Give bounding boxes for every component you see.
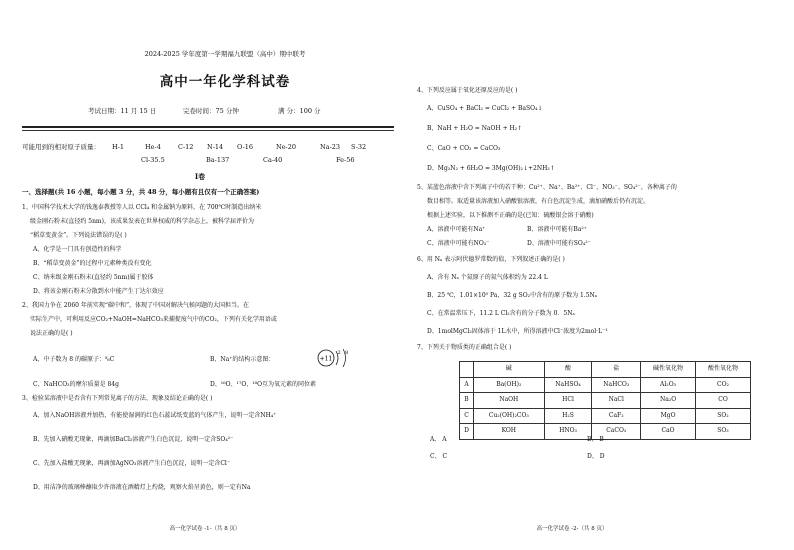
table-cell: NaHCO₃ [592,377,641,393]
q6-option-c: C、在常温常压下，11.2 L Cl₂含有的分子数为 0．5Nₐ [427,310,575,317]
q5-line3: 根据上述实验，以下推测不正确的是(已知：硫酸银会溶于硝酸) [427,212,594,219]
q2-option-d: D、¹⁶O、¹⁷O、¹⁸O互为氧元素的同位素 [210,381,316,388]
table-cell: B [460,393,474,409]
table-cell: Al₂O₃ [641,377,696,393]
table-cell: CO₂ [696,377,751,393]
atomic-mass-item: C-12 [178,143,194,151]
q4-option-a: A、CuSO₄ + BaCl₂ = CuCl₂ + BaSO₄↓ [427,105,543,112]
q4-option-d: D、Mg₃N₂ + 6H₂O = 3Mg(OH)₂↓+2NH₃↑ [427,165,555,172]
q2-option-c: C、NaHCO₃的摩尔质量是 84g [33,381,119,388]
table-cell: HNO₃ [544,424,592,440]
q5-option-d: D、溶液中可能有SO₄²⁻ [527,240,591,247]
table-cell: SO₂ [696,408,751,424]
q5-line2: 数目相等。取适量该溶液加入硝酸银溶液，有白色沉淀生成，滴加硝酸后仍有沉淀。 [427,198,650,205]
table-header-cell: 碱性氧化物 [641,362,696,378]
atomic-mass-item: Ba-137 [206,156,230,164]
exam-date: 考试日期：11 月 15 日 [88,107,157,115]
exam-title: 高中一年化学科试卷 [159,74,291,90]
page-footer-right: 高一化学试卷 -2-（共 8 页） [536,526,608,532]
table-cell: NaCl [592,393,641,409]
q7-answer-c: C、 C [430,453,448,460]
table-cell: CO [696,393,751,409]
atomic-mass-item: Ca-40 [263,156,283,164]
q7-answer-d: D、 D [587,453,605,460]
q6-option-a: A、含有 Nₐ 个氦原子的氦气体积约为 22.4 L [427,274,548,281]
section-heading: 一、选择题(共 16 小题，每小题 3 分，共 48 分，每小题有且仅有一个正确答案) [22,188,260,196]
q1-line3: “稻草变黄金”。下列说法错误的是( ) [30,232,127,239]
q1-option-b: B、“稻草变黄金”的过程中元素种类没有变化 [33,260,152,267]
atomic-mass-item: Fe-56 [336,156,355,164]
q4-option-c: C、CaO + CO₂ = CaCO₃ [427,145,501,152]
q2-option-a: A、中子数为 8 的碳原子：⁸₆C [33,356,115,363]
table-cell: CaF₂ [592,408,641,424]
q5-line1: 5、某蓝色溶液中含下列离子中的若干种：Cu²⁺、Na⁺、Ba²⁺、Cl⁻、NO₃⁻、SO₄²⁻，各种离子的 [417,184,677,191]
atomic-mass-item: He-4 [145,143,161,151]
table-cell: Na₂O [641,393,696,409]
q3-option-c: C、先加入盐酸无现象，再滴加AgNO₃溶液产生白色沉淀，说明一定含Cl⁻ [33,460,231,467]
table-cell: CaO [641,424,696,440]
table-cell: MgO [641,408,696,424]
q7-answer-a: A、 A [430,436,447,443]
q3-option-b: B、先加入硝酸无现象，再滴加BaCl₂溶液产生白色沉淀，说明一定含SO₄²⁻ [33,436,234,443]
q2-option-b: B、Na⁺的结构示意图： [210,356,275,363]
table-row [460,377,751,393]
q1-line1: 1、中国科学技术大学的钱逸泰教授等人以 CCl₄ 和金属钠为原料，在 700℃时制造出纳米 [22,204,262,211]
table-cell: D [460,424,474,440]
nucleus-charge: +11 [319,355,333,363]
q4-stem: 4、下列反应属于氧化还原反应的是( ) [417,87,518,94]
table-cell: Cu₂(OH)₂CO₃ [474,408,545,424]
table-cell: H₂S [544,408,592,424]
q6-stem: 6、用 Nₐ 表示阿伏德罗常数的值，下列叙述正确的是( ) [417,256,565,263]
q2-line1: 2、我国力争在 2060 年前实现“碳中和”，体现了中国对解决气候问题的大国担当。在 [22,302,250,309]
q1-option-c: C、纳米级金刚石粉末(直径约 5nm)属于胶体 [33,274,154,281]
page-footer-left: 高一化学试卷 -1-（共 8 页） [169,526,241,532]
table-cell: KOH [474,424,545,440]
table-header-cell: 酸 [544,362,592,378]
table-cell: NaHSO₄ [544,377,592,393]
table-row [460,393,751,409]
volume-label: Ⅰ卷 [194,172,206,181]
q3-option-a: A、加入NaOH溶液并加热，有能使湿润的红色石蕊试纸变蓝的气体产生，说明一定含NH₄⁺ [33,412,277,419]
q1-line2: 级金刚石粉末(直径约 5nm)，该成果发表在世界权威的科学杂志上，被科学届评价为 [30,218,254,225]
shell-electrons-1: 2 [337,350,341,356]
exam-score: 满 分：100 分 [278,107,321,115]
table-cell: Ba(OH)₂ [474,377,545,393]
q1-option-a: A、化学是一门具有创造性的科学 [33,246,122,253]
table-cell: SO₃ [696,424,751,440]
atomic-mass-item: O-16 [237,143,254,151]
atomic-mass-item: N-14 [207,143,224,151]
table-header-cell [460,362,474,378]
table-cell: HCl [544,393,592,409]
shell-electrons-2: 8 [345,350,349,356]
q5-option-a: A、溶液中可能有Na⁺ [427,226,486,233]
table-cell: CaCO₃ [592,424,641,440]
q3-stem: 3、检验某溶液中是否含有下列常见离子的方法、现象及结论正确的是( ) [22,395,213,402]
atomic-mass-item: Cl-35.5 [141,156,165,164]
table-header-cell: 酸性氧化物 [696,362,751,378]
q6-option-b: B、25 ℃，1.01×10⁵ Pa，32 g SO₂中含有的原子数为 1.5Nₐ [427,292,598,299]
table-row [460,424,751,440]
table-cell: C [460,408,474,424]
header-rule-thin [22,130,394,131]
atomic-mass-item: H-1 [112,143,125,151]
exam-header: 2024-2025 学年度第一学期福九联盟（高中）期中联考 [144,50,306,58]
q2-line3: 说法正确的是( ) [30,330,73,337]
sodium-ion-structure-diagram [314,345,354,371]
table-header-cell: 盐 [592,362,641,378]
q5-option-c: C、溶液中可能有NO₃⁻ [427,240,490,247]
q3-option-d: D、用洁净的玻璃棒蘸取少许溶液在酒精灯上灼烧，观察火焰呈黄色，则一定有Na [33,484,251,491]
atomic-mass-label: 可能用到的相对原子质量： [22,143,100,151]
atomic-mass-item: Ne-20 [276,143,297,151]
q7-answer-b: B、 B [587,436,604,443]
q1-option-d: D、将该金刚石粉末分散到水中能产生丁达尔效应 [33,288,164,295]
q2-line2: 实际生产中，可利用反应CO₂+NaOH=NaHCO₃来捕捉废气中的CO₂，下列有关化学用语或 [30,316,277,323]
q5-option-b: B、溶液中可能有Ba²⁺ [527,226,587,233]
exam-duration: 完卷时间：75 分钟 [183,107,239,115]
table-cell: A [460,377,474,393]
table-header-cell: 碱 [474,362,545,378]
q7-classification-table [459,361,751,440]
q6-option-d: D、1molMgCl₂固体溶于 1L水中，所得溶液中Cl⁻浓度为2mol·L⁻¹ [427,328,608,335]
header-rule-thick [22,126,394,128]
table-header-row [460,362,751,378]
table-cell: NaOH [474,393,545,409]
q4-option-b: B、NaH + H₂O = NaOH + H₂↑ [427,125,523,132]
atomic-mass-item: S-32 [351,143,367,151]
atomic-mass-item: Na-23 [320,143,341,151]
right-page [397,0,794,550]
q7-stem: 7、下列关于物质类的正确组合是( ) [417,344,512,351]
table-row [460,408,751,424]
